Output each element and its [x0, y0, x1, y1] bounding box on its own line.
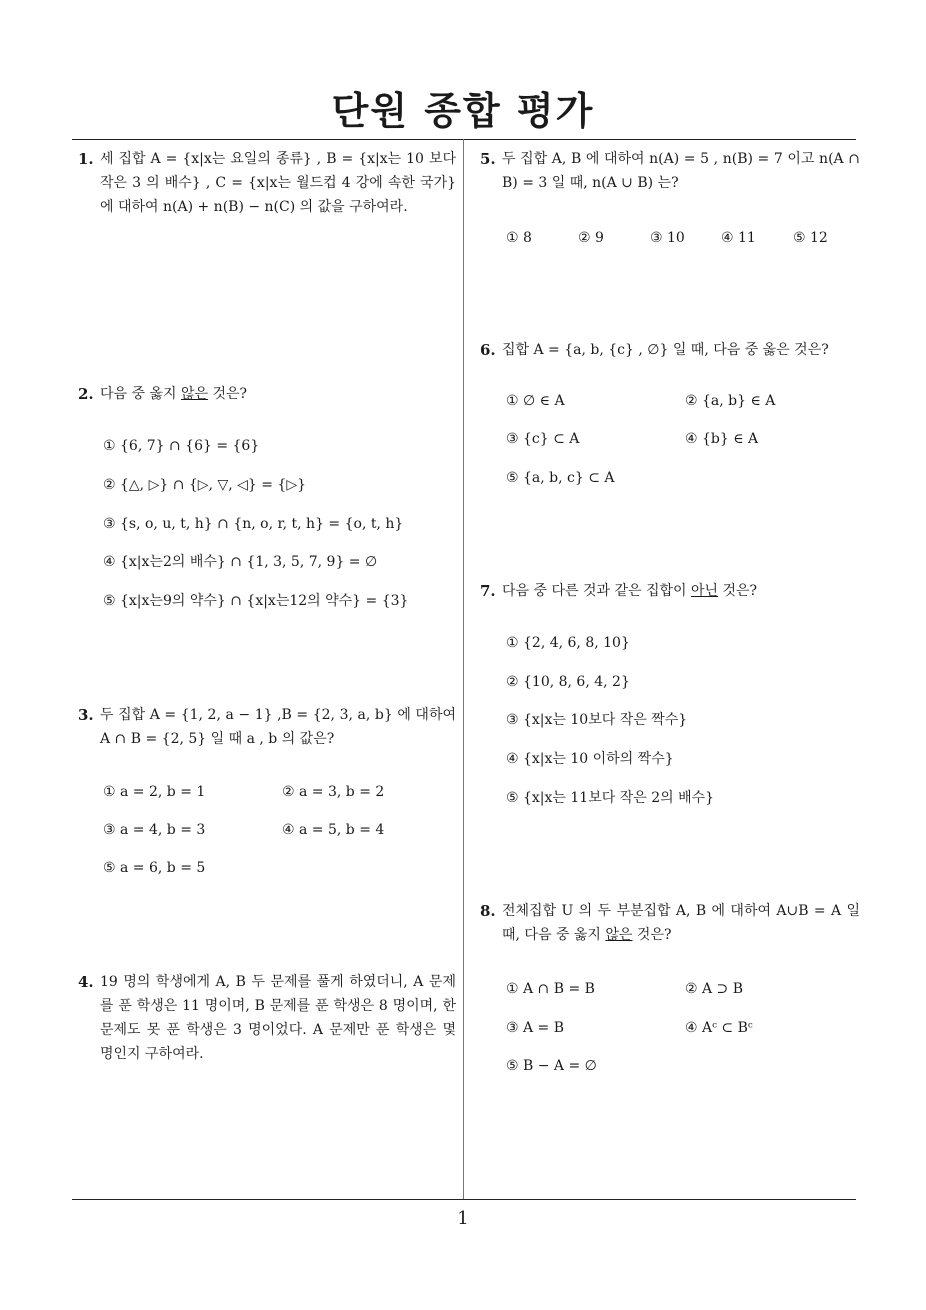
option-5: ⑤ 12: [793, 230, 828, 246]
question-number: 3.: [78, 706, 94, 724]
underlined-word: 아닌: [691, 583, 719, 599]
option-4: ④ 11: [721, 230, 756, 246]
option-5: ⑤ B − A = ∅: [506, 1058, 597, 1074]
option-2: ② a = 3, b = 2: [282, 784, 385, 800]
question-number: 8.: [480, 902, 496, 920]
question-text: 전체집합 U 의 두 부분집합 A, B 에 대하여 A∪B = A 일 때, 다음 중 옳지 않은 것은?: [502, 903, 860, 943]
question-text: 세 집합 A = {x|x는 요일의 종류} , B = {x|x는 10 보다 작은 3 의 배수} , C = {x|x는 월드컵 4 강에 속한 국가} 에 대하여 n(A) + n(B) − n(C) 의 값을 구하여라.: [100, 151, 456, 215]
option-1: ① A ∩ B = B: [506, 981, 595, 997]
question-2: [78, 382, 456, 406]
question-text: 집합 A = {a, b, {c} , ∅} 일 때, 다음 중 옳은 것은?: [502, 342, 829, 358]
question-4: [78, 970, 456, 1066]
option-3: ③ {x|x는 10보다 작은 짝수}: [506, 712, 688, 728]
question-3: [78, 703, 456, 751]
option-4: ④ Aᶜ ⊂ Bᶜ: [685, 1020, 753, 1036]
option-2: ② A ⊃ B: [685, 981, 744, 997]
question-5: [480, 147, 860, 195]
option-3: ③ {s, o, u, t, h} ∩ {n, o, r, t, h} = {o, t, h}: [103, 516, 404, 532]
underlined-word: 않은: [605, 927, 633, 943]
underlined-word: 않은: [180, 386, 209, 402]
option-2: ② {a, b} ∈ A: [685, 393, 776, 409]
option-2: ② {10, 8, 6, 4, 2}: [506, 674, 630, 690]
question-text: 두 집합 A = {1, 2, a − 1} ,B = {2, 3, a, b} 에 대하여 A ∩ B = {2, 5} 일 때 a , b 의 값은?: [100, 707, 456, 747]
question-number: 1.: [78, 150, 94, 168]
option-3: ③ A = B: [506, 1020, 565, 1036]
question-number: 2.: [78, 385, 94, 403]
option-4: ④ {x|x는 10 이하의 짝수}: [506, 751, 674, 767]
top-divider: [72, 139, 856, 140]
question-text: 다음 중 옳지 않은 것은?: [100, 386, 248, 402]
option-5: ⑤ a = 6, b = 5: [103, 860, 206, 876]
option-1: ① a = 2, b = 1: [103, 784, 206, 800]
question-text: 다음 중 다른 것과 같은 집합이 아닌 것은?: [502, 583, 758, 599]
option-2: ② {△, ▷} ∩ {▷, ▽, ◁} = {▷}: [103, 477, 307, 493]
column-divider: [463, 139, 464, 1200]
option-1: ① ∅ ∈ A: [506, 393, 565, 409]
question-number: 6.: [480, 341, 496, 359]
question-number: 5.: [480, 150, 496, 168]
option-5: ⑤ {x|x는 11보다 작은 2의 배수}: [506, 790, 715, 806]
page-title: 단원 종합 평가: [331, 89, 595, 133]
question-6: [480, 338, 860, 362]
question-8: [480, 899, 860, 947]
question-7: [480, 579, 860, 603]
option-5: ⑤ {a, b, c} ⊂ A: [506, 470, 615, 486]
page-number: 1: [457, 1208, 469, 1229]
option-3: ③ 10: [650, 230, 685, 246]
option-1: ① 8: [506, 230, 532, 246]
option-4: ④ {b} ∈ A: [685, 431, 759, 447]
option-5: ⑤ {x|x는9의 약수} ∩ {x|x는12의 약수} = {3}: [103, 593, 409, 609]
question-text: 19 명의 학생에게 A, B 두 문제를 풀게 하였더니, A 문제를 푼 학생은 11 명이며, B 문제를 푼 학생은 8 명이며, 한 문제도 못 푼 학생은 3 명이었다. A 문제만 푼 학생은 몇 명인지 구하여라.: [100, 974, 456, 1062]
option-4: ④ a = 5, b = 4: [282, 822, 385, 838]
option-3: ③ a = 4, b = 3: [103, 822, 206, 838]
question-1: [78, 147, 456, 219]
option-4: ④ {x|x는2의 배수} ∩ {1, 3, 5, 7, 9} = ∅: [103, 554, 378, 570]
question-text: 두 집합 A, B 에 대하여 n(A) = 5 , n(B) = 7 이고 n(A ∩ B) = 3 일 때, n(A ∪ B) 는?: [502, 151, 860, 191]
question-number: 7.: [480, 582, 496, 600]
option-1: ① {6, 7} ∩ {6} = {6}: [103, 438, 260, 454]
option-3: ③ {c} ⊂ A: [506, 431, 580, 447]
bottom-divider: [72, 1199, 856, 1200]
option-2: ② 9: [578, 230, 604, 246]
option-1: ① {2, 4, 6, 8, 10}: [506, 635, 630, 651]
question-number: 4.: [78, 973, 94, 991]
